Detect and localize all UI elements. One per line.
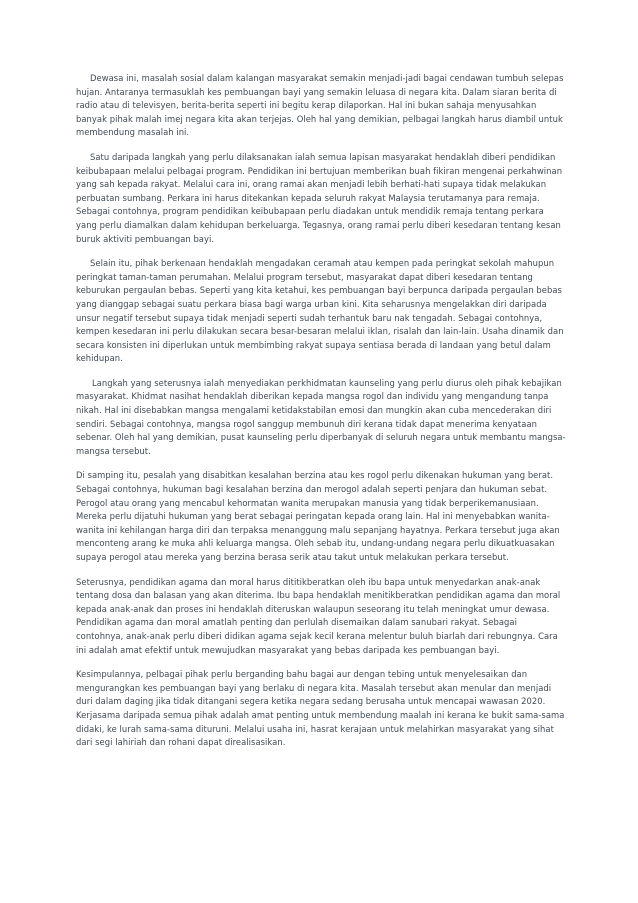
paragraph-counselling: Langkah yang seterusnya ialah menyediakan perkhidmatan kaunseling yang perlu diurus oleh pihak kebajikan masyarakat. Khidmat nasihat hendaklah diberikan kepada mangsa rogol dan individu yang mengandung tanpa nikah. Hal ini disebabkan mangsa mengalami ketidakstabilan emosi dan mungkin akan cuba mencederakan diri sendiri. Sebagai contohnya, mangsa rogol sanggup membunuh diri kerana tidak dapat menerima kenyataan sebenar. Oleh hal yang demikian, pusat kaunseling perlu diperbanyak di seluruh negara untuk membantu mangsa-mangsa tersebut. (76, 377, 566, 456)
paragraph-religious-education: Seterusnya, pendidikan agama dan moral harus dititikberatkan oleh ibu bapa untuk menyedarkan anak-anak tentang dosa dan balasan yang akan diterima. Ibu bapa hendaklah menitikberatkan pendidikan agama dan moral kepada anak-anak dan proses ini hendaklah diteruskan walaupun seseorang itu telah meningkat umur dewasa. Pendidikan agama dan moral amatlah penting dan perlulah disemaikan dalam sanubari rakyat. Sebagai contohnya, anak-anak perlu diberi didikan agama sejak kecil kerana melentur buluh biarlah dari rebungnya. Cara ini adalah amat efektif untuk mewujudkan masyarakat yang bebas daripada kes pembuangan bayi. (76, 576, 561, 655)
document-body (76, 72, 566, 761)
paragraph-parenting-education: Satu daripada langkah yang perlu dilaksanakan ialah semua lapisan masyarakat hendaklah diberi pendidikan keibubapaan melalui pelbagai program. Pendidikan ini bertujuan memberikan buah fikiran mengenai perkahwinan yang sah kepada rakyat. Melalui cara ini, orang ramai akan menjadi lebih berhati-hati supaya tidak melakukan perbuatan sumbang. Perkara ini harus ditekankan kepada seluruh rakyat Malaysia terutamanya para remaja. Sebagai contohnya, program pendidikan keibubapaan perlu diadakan untuk mendidik remaja tentang perkara yang perlu diamalkan dalam kehidupan berkeluarga. Tegasnya, orang ramai perlu diberi kesedaran tentang kesan buruk aktiviti pembuangan bayi. (76, 151, 563, 244)
paragraph-introduction: Dewasa ini, masalah sosial dalam kalangan masyarakat semakin menjadi-jadi bagai cendawan tumbuh selepas hujan. Antaranya termasuklah kes pembuangan bayi yang semakin leluasa di negara kita. Dalam siaran berita di radio atau di televisyen, berita-berita seperti ini begitu kerap dilaporkan. Hal ini bukan sahaja menyusahkan banyak pihak malah imej negara kita akan terjejas. Oleh hal yang demikian, pelbagai langkah harus diambil untuk membendung masalah ini. (76, 73, 564, 138)
paragraph-punishment: Di samping itu, pesalah yang disabitkan kesalahan berzina atau kes rogol perlu dikenakan hukuman yang berat. Sebagai contohnya, hukuman bagi kesalahan berzina dan merogol adalah seperti penjara dan hukuman sebat. Perogol atau orang yang mencabul kehormatan wanita merupakan manusia yang tidak berperikemanusiaan. Mereka perlu dijatuhi hukuman yang berat sebagai peringatan kepada orang lain. Hal ini menyebabkan wanita-wanita ini kehilangan harga diri dan terpaksa menanggung malu sepanjang hayatnya. Perkara tersebut juga akan menconteng arang ke muka ahli keluarga mangsa. Oleh sebab itu, undang-undang negara perlu dikuatkuasakan supaya perogol atau mereka yang berzina berasa serik atau takut untuk melakukan perkara tersebut. (76, 470, 560, 562)
paragraph-conclusion: Kesimpulannya, pelbagai pihak perlu berganding bahu bagai aur dengan tebing untuk menyelesaikan dan mengurangkan kes pembuangan bayi yang berlaku di negara kita. Masalah tersebut akan menular dan menjadi duri dalam daging jika tidak ditangani segera ketika negara sedang berusaha untuk mencapai wawasan 2020. Kerjasama daripada semua pihak adalah amat penting untuk membendung maalah ini kerana ke bukit sama-sama didaki, ke lurah sama-sama dituruni. Melalui usaha ini, hasrat kerajaan untuk melahirkan masyarakat yang sihat dari segi lahiriah dan rohani dapat direalisasikan. (76, 669, 565, 748)
paragraph-awareness-campaign: Selain itu, pihak berkenaan hendaklah mengadakan ceramah atau kempen pada peringkat sekolah mahupun peringkat taman-taman perumahan. Melalui program tersebut, masyarakat dapat diberi kesedaran tentang keburukan pergaulan bebas. Seperti yang kita ketahui, kes pembuangan bayi berpunca daripada pergaulan bebas yang dianggap sebagai suatu perkara biasa bagi warga urban kini. Kita seharusnya mengelakkan diri daripada unsur negatif tersebut supaya tidak menjadi seperti sudah terhantuk baru nak tengadah. Sebagai contohnya, kempen kesedaran ini perlu dilakukan secara besar-besaran melalui iklan, risalah dan lain-lain. Usaha dinamik dan secara konsisten ini diperlukan untuk membimbing rakyat supaya sentiasa berada di landaan yang betul dalam kehidupan. (76, 258, 564, 364)
